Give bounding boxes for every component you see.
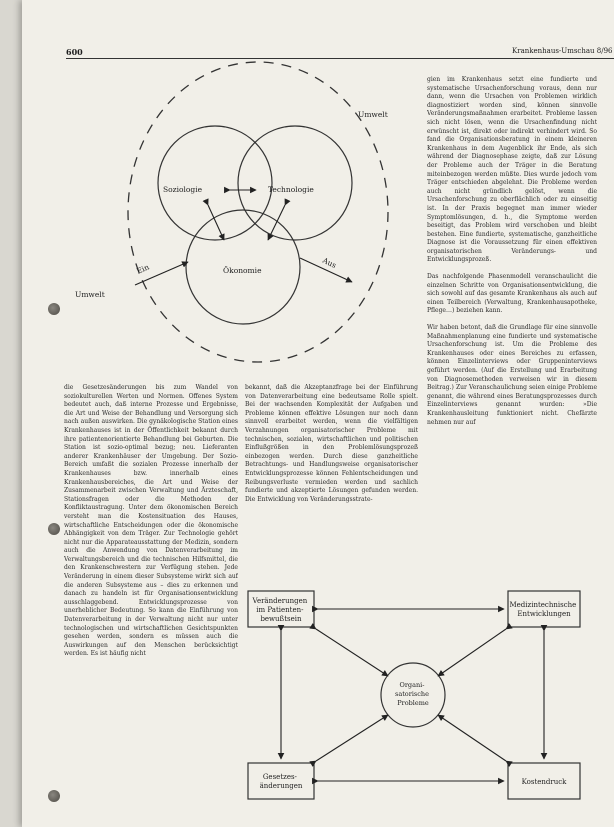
- label-line: Organi-: [399, 681, 425, 689]
- label-technologie: Technologie: [268, 185, 314, 194]
- label-aus: Aus: [321, 255, 338, 270]
- label-line: Medizintechnische: [509, 601, 577, 609]
- arrow-diag-bl: [316, 715, 388, 761]
- running-head: Krankenhaus-Umschau 8/96: [512, 47, 613, 55]
- paragraph: gien im Krankenhaus setzt eine fundierte und systematische Ursachenforschung voraus, denn nur dann, wenn die Ursachen von Problemen wirklich diagnostiziert worden sind, können sinnvolle Veränderungsmaßnahmen erarbeitet. Probleme lassen sich nicht lösen, wenn die Ursachenfindung nicht erwünscht ist, direkt oder indirekt verhindert wird. So fand die Organisationsberatung in einem kleineren Krankenhaus in dem Augenblick ihr Ende, als sich während der Diagnosephase zeigte, daß zur Lösung der Probleme auch der Träger in die Beratung miteinbezogen werden müßte. Dies wurde jedoch vom Träger entschieden abgelehnt. Die Probleme werden auch nicht gründlich gelöst, wenn die Ursachenforschung zu oberflächlich oder zu einseitig ist. In der Praxis begegnet man immer wieder Symptomlösungen, d. h., die Symptome werden beseitigt, das Problem wird verschoben und bleibt bestehen. Eine fundierte, systematische, ganzheitliche Diagnose ist die Voraussetzung für einen effektiven organisatorischen Veränderungs- und Entwicklungsprozeß.: [427, 76, 597, 264]
- arrow-diag-tr: [438, 629, 506, 676]
- label-line: Veränderungen: [252, 597, 308, 605]
- label-organisatorische-probleme: [395, 681, 431, 707]
- label-patientenbewusstsein: [252, 597, 310, 623]
- label-line: satorische: [394, 690, 429, 698]
- label-line: änderungen: [259, 782, 303, 790]
- label-line: Gesetzes-: [262, 773, 297, 781]
- node-gesetzesaenderungen: [248, 763, 314, 799]
- label-soziologie: Soziologie: [163, 185, 203, 194]
- label-line: Entwicklungen: [517, 610, 571, 618]
- label-line: im Patienten-: [256, 606, 304, 614]
- arrow-diag-tl: [316, 629, 388, 676]
- label-oekonomie: Ökonomie: [223, 266, 262, 275]
- label-line: Probleme: [397, 699, 429, 707]
- label-line: bewußtsein: [260, 615, 302, 623]
- paragraph: die Gesetzesänderungen bis zum Wandel von soziokulturellen Werten und Normen. Offenes System bedeutet auch, daß interne Prozesse und Ergebnisse, die Art und Weise der Behandlung und Versorgung sich nach außen auswirken. Die gynäkologische Station eines Krankenhauses ist in der Öffentlichkeit bekannt durch ihre patientenorientierte Behandlung bei Geburten. Die Station ist sozio-optimal bezug; neu. Lieferanten anderer Krankenhäuser der Umgebung. Der Sozio-Bereich umfaßt die sozialen Prozesse innerhalb der Krankenhauses bzw. innerhalb eines Krankenhausbereiches, die Art und Weise der Zusammenarbeit zwischen Verwaltung und Ärzteschaft, Stationsfragen oder die Methoden der Konfliktaustragung. Unter dem ökonomischen Bereich versteht man die Kostensituation des Hauses, wirtschaftliche Entscheidungen oder die ökonomische Abhängigkeit von dem Träger. Zur Technologie gehört nicht nur die Apparateausstattung der Medizin, sondern auch die Anwendung von Datenverarbeitung im Verwaltungsbereich und die technischen Hilfsmittel, die den Krankenschwestern zur Verfügung stehen. Jede Veränderung in einem dieser Subsysteme wirkt sich auf die anderen Subsysteme aus – dies zu erkennen und danach zu handeln ist für Organisationsentwicklung ausschlaggebend. Entwicklungsprozesse von unerheblicher Bedeutung. So kann die Einführung von Datenverarbeitung in der Verwaltung nicht nur unter technologischen und wirtschaftlichen Gesichtspunkten gesehen werden, sondern es müssen auch die Auswirkungen auf den Menschen berücksichtigt werden. Es ist häufig nicht: [64, 384, 238, 658]
- label-kostendruck: [522, 778, 568, 786]
- node-medizintechnik: [508, 591, 580, 627]
- paragraph: bekannt, daß die Akzeptanzfrage bei der Einführung von Datenverarbeitung eine bedeutsame Rolle spielt. Bei der wachsenden Komplexität der Aufgaben und Probleme können effektive Lösungen nur noch dann sinnvoll erarbeitet werden, wenn die vielfältigen Verzahnungen organisatorischer Probleme mit technischen, sozialen, wirtschaftlichen und politischen Einflußgrößen in den Problemlösungsprozeß einbezogen werden. Durch diese ganzheitliche Betrachtungs- und Handlungsweise organisatorischer Entwicklungsprozesse können Fehlentscheidungen und Reibungsverluste vermieden werden und sachlich fundierte und akzeptierte Lösungen gefunden werden. Die Entwicklung von Veränderungsstrate-: [245, 384, 418, 503]
- arrow-diag-br: [438, 715, 506, 761]
- label-line: Kostendruck: [521, 778, 567, 786]
- label-umwelt-top: Umwelt: [358, 110, 388, 119]
- label-ein: Ein: [135, 262, 151, 276]
- label-gesetzesaenderungen: [260, 773, 303, 790]
- paragraph: Das nachfolgende Phasenmodell veranschaulicht die einzelnen Schritte von Organisationsentwicklung, die sich sowohl auf das gesamte Krankenhaus als auch auf einen Teilbereich (Verwaltung, Krankenhausapotheke, Pflege…) beziehen kann.: [427, 273, 597, 315]
- label-medizintechnik: [510, 601, 579, 618]
- label-umwelt-left: Umwelt: [75, 290, 105, 299]
- paragraph: Wir haben betont, daß die Grundlage für eine sinnvolle Maßnahmenplanung eine fundierte und systematische Ursachenforschung ist. Um die Probleme des Krankenhauses oder eines Bereiches zu erfassen, können Einzelinterviews oder Gruppeninterviews geführt werden. (Auf die Erstellung und Erarbeitung von Diagnosemethoden verweisen wir in diesem Beitrag.) Zur Veranschaulichung seien einige Probleme genannt, die während eines Beratungsprozesses durch Einzelinterviews genannt wurden: »Die Krankenhausleitung funktioniert nicht. Chefärzte nehmen nur auf: [427, 324, 597, 426]
- page-number: 600: [66, 47, 83, 57]
